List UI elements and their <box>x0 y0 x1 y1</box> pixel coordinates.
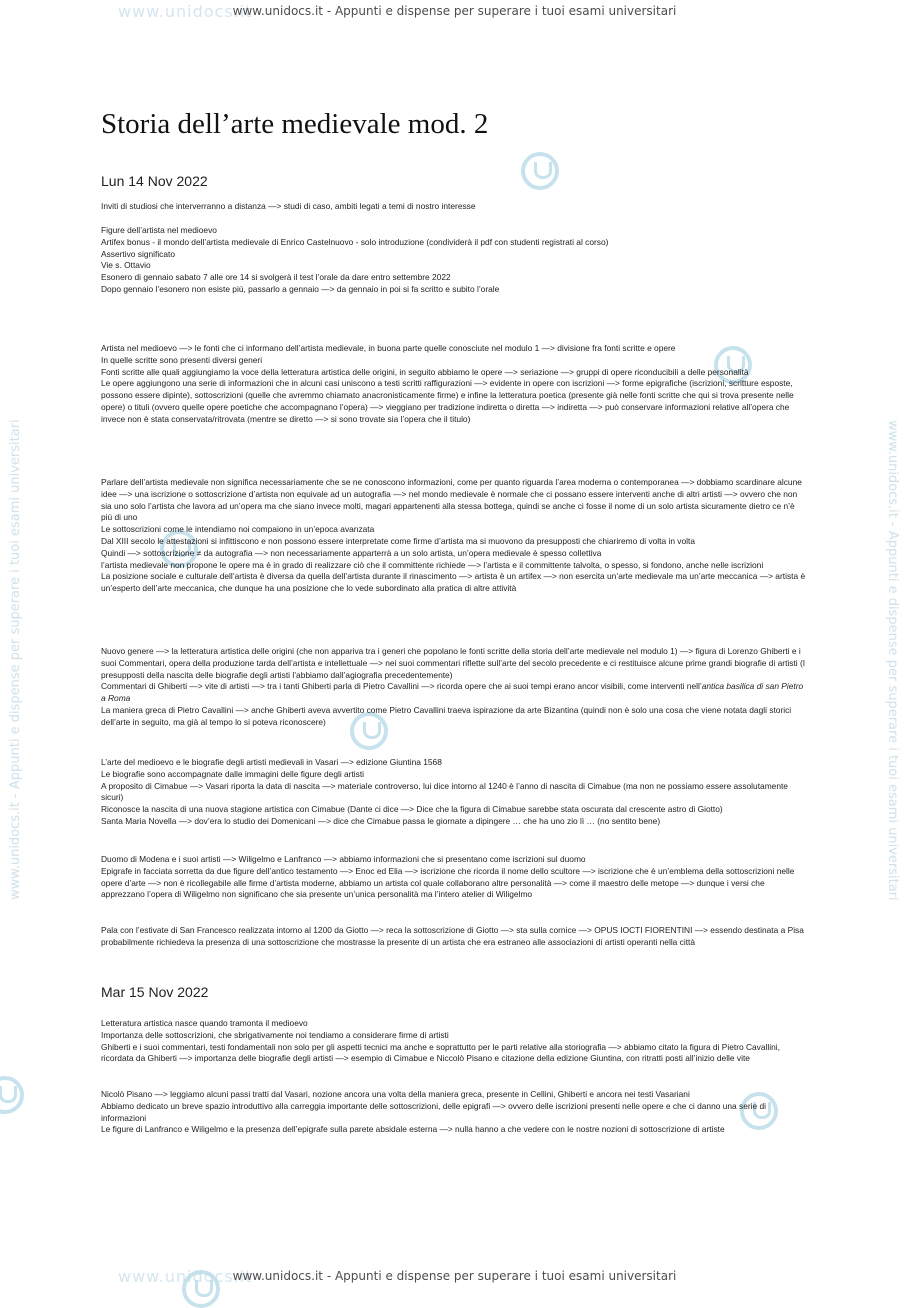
text-line: La posizione sociale e culturale dell’artista è diversa da quella dell’artista durante il rinascimento —> artista è un artifex —> non esercita un’arte medievale ma un’arte meccanica —> artista è un’esperto dell’arte meccanica, che dunque ha una posizione che lo vede subordinato alla pratica di altre attività <box>101 571 806 594</box>
watermark-side-left: www.unidocs.it - Appunti e dispense per superare i tuoi esami universitari <box>8 419 23 900</box>
text-line: Assertivo significato <box>101 248 176 259</box>
text-line: l’artista medievale non propone le opere ma è in grado di realizzare ciò che il committente richiede —> l’artista e il committente talvolta, o spesso, si fondono, anche nelle iscrizioni <box>101 559 764 570</box>
text-line: Le figure di Lanfranco e Wiligelmo e la presenza dell’epigrafe sulla parete absidale esterna —> nulla hanno a che vedere con le nostre nozioni di sottoscrizione di artiste <box>101 1124 725 1135</box>
paragraph <box>101 757 806 828</box>
paragraph <box>101 646 806 729</box>
text-line: Esonero di gennaio sabato 7 alle ore 14 si svolgerà il test l’orale da dare entro settembre 2022 <box>101 272 451 283</box>
watermark-faint-top: www.unidocs.it <box>118 2 253 21</box>
text-line: Vie s. Ottavio <box>101 260 151 271</box>
text-line: Figure dell’artista nel medioevo <box>101 225 217 235</box>
text-line: Le biografie sono accompagnate dalle immagini delle figure degli artisti <box>101 768 365 779</box>
text-line: Dopo gennaio l’esonero non esiste più, passarlo a gennaio —> da gennaio in poi si fa scritto e subito l’orale <box>101 283 500 294</box>
text-line: A proposito di Cimabue —> Vasari riporta la data di nascita —> materiale controverso, lui dice intorno al 1240 è l’anno di nascita di Cimabue (ma non ne possiamo essere assolutamente sicuri) <box>101 780 788 803</box>
text-line: Dal XIII secolo le attestazioni si infittiscono e non possono essere interpretate come firme d’artista ma si muovono da presupposti che chiariremo di volta in volta <box>101 535 695 546</box>
text-line: Riconosce la nascita di una nuova stagione artistica con Cimabue (Dante ci dice —> Dice che la figura di Cimabue sarebbe stata oscurata dal crescente astro di Giotto) <box>101 804 723 815</box>
text-line: Le opere aggiungono una serie di informazioni che in alcuni casi uniscono a testi scritti raffigurazioni —> evidente in opere con iscrizioni —> forme epigrafiche (iscrizioni, scritture esposte, possono essere dipinte), sottoscrizioni (quelle che avremmo chiamato anacronisticamente firme) e infine la letteratura poetica (presente già nelle fonti scritte che qui si trova presente nelle opere) o tituli (ovvero quelle opere poetiche che accompagnano l’opera) —> vieggiano per tradizione indiretta o diretta —> indiretta —> può conservare informazioni relative all’opera che invece non è stata conservata/ritrovata (mentre se diretto —> si sono trovate sia l’opera che il titulo) <box>101 378 794 424</box>
unidocs-logo-icon <box>521 152 559 190</box>
paragraph <box>101 854 806 901</box>
paragraph <box>101 1018 806 1065</box>
text-line: Artifex bonus - il mondo dell’artista medievale di Enrico Castelnuovo - solo introduzione (condividerà il pdf con studenti registrati al corso) <box>101 236 609 247</box>
watermark-faint-bottom: www.unidocs.it <box>118 1267 253 1286</box>
unidocs-logo-icon <box>0 1076 24 1114</box>
text-line: Quindi —> sottoscrizione ≠ da autografia —> non necessariamente apparterrà a un solo artista, un’opera medievale è spesso collettiva <box>101 547 602 558</box>
text-line: L’arte del medioevo e le biografie degli artisti medievali in Vasari —> edizione Giuntina 1568 <box>101 757 442 767</box>
page-title: Storia dell’arte medievale mod. 2 <box>101 108 489 140</box>
text-line: Artista nel medioevo —> le fonti che ci informano dell’artista medievale, in buona parte quelle conosciute nel modulo 1 —> divisione fra fonti scritte e opere <box>101 343 676 353</box>
watermark-top: www.unidocs.it - Appunti e dispense per superare i tuoi esami universitari <box>232 4 677 18</box>
watermark-bottom: www.unidocs.it - Appunti e dispense per superare i tuoi esami universitari <box>232 1269 677 1283</box>
text-line: Santa Maria Novella —> dov’era lo studio dei Domenicani —> dice che Cimabue passa le giornate a dipingere … che ha uno zio lì … (no sentito bene) <box>101 815 661 826</box>
text-line: Pala con l’estivate di San Francesco realizzata intorno al 1200 da Giotto —> reca la sottoscrizione di Giotto —> sta sulla cornice —> OPUS IOCTI FIORENTINI —> essendo destinata a Pisa probabilmente richiedeva la presenza di una sottoscrizione che mostrasse la presente di un artista che era estraneo alle associazioni di artisti operanti nella città <box>101 925 804 947</box>
text-span: Commentari di Ghiberti —> vite di artisti —> tra i tanti Ghiberti parla di Pietro Cavallini —> ricorda opere che ai suoi tempi erano ancor visibili, come interventi nell’ <box>101 681 702 692</box>
text-line: Le sottoscrizioni come le intendiamo noi compaiono in un’epoca avanzata <box>101 524 375 535</box>
paragraph <box>101 343 806 426</box>
date-heading: Lun 14 Nov 2022 <box>101 173 208 189</box>
unidocs-logo-icon <box>182 1270 220 1308</box>
date-heading: Mar 15 Nov 2022 <box>101 984 209 1000</box>
text-line: In quelle scritte sono presenti diversi generi <box>101 354 263 365</box>
text-line: Letteratura artistica nasce quando tramonta il medioevo <box>101 1018 308 1028</box>
text-line: Fonti scritte alle quali aggiungiamo la voce della letteratura artistica delle origini, in seguito abbiamo le opere —> seriazione —> gruppi di opere riconducibili a delle personalità <box>101 366 749 377</box>
watermark-side-right: www.unidocs.it - Appunti e dispense per superare i tuoi esami universitari <box>885 420 900 901</box>
paragraph <box>101 925 806 949</box>
text-line: Epigrafe in facciata sorretta da due figure dell’antico testamento —> Enoc ed Elia —> iscrizione che ricorda il nome dello scultore —> iscrizione che è un’emblema della sottoscrizioni nelle opere d’arte —> non è ricollegabile alle firme d’artista moderne, abbiamo un artista col quale collaborano altre personalità —> come il maestro delle metope —> dunque i versi che apprezzano l’opera di Wiligelmo non significano che sia presente un’unica personalità ma l’intero atelier di Wiligelmo <box>101 865 795 900</box>
text-line: Abbiamo dedicato un breve spazio introduttivo alla carreggia importante delle sottoscrizioni, delle epigrafi —> ovvero delle iscrizioni presenti nelle opere e che ci danno una serie di informazioni <box>101 1100 767 1123</box>
text-line: Importanza delle sottoscrizioni, che sbrigativamente noi tendiamo a considerare firme di artisti <box>101 1029 449 1040</box>
italic-text: antica basilica di san Pietro a Roma <box>101 681 804 704</box>
paragraph <box>101 225 806 296</box>
text-line: Inviti di studiosi che interverranno a distanza —> studi di caso, ambiti legati a temi di nostro interesse <box>101 201 476 211</box>
text-line <box>101 681 806 705</box>
text-line: Parlare dell’artista medievale non significa necessariamente che se ne conoscono informazioni, come per quanto riguarda l’area moderna o contemporanea —> dobbiamo scardinare alcune idee —> una iscrizione o sottoscrizione d’artista non equivale ad un autografia —> nel mondo medievale è normale che ci possano essere interventi anche di altri artisti —> ovvero che non sia uno solo l’artista che lavora ad un’opera ma che siano invece molti, magari appartenenti alla stessa bottega, quindi se anche ci fosse il nome di un solo artista sicuramente dietro ce n’è più di uno <box>101 477 802 523</box>
text-line: Nicolò Pisano —> leggiamo alcuni passi tratti dal Vasari, nozione ancora una volta della maniera greca, presente in Cellini, Ghiberti e ancora nei testi Vasariani <box>101 1089 690 1099</box>
paragraph <box>101 1089 806 1136</box>
paragraph <box>101 477 806 595</box>
text-line: Ghiberti e i suoi commentari, testi fondamentali non solo per gli aspetti tecnici ma anche e soprattutto per le parti relative alla storiografia —> abbiamo citato la figura di Pietro Cavallini, ricordata da Ghiberti —> importanza delle biografie degli artisti —> esempio di Cimabue e Niccolò Pisano e citazione della edizione Giuntina, con ritratti posti all’inizio delle vite <box>101 1041 780 1064</box>
paragraph <box>101 201 806 213</box>
text-line: Duomo di Modena e i suoi artisti —> Wiligelmo e Lanfranco —> abbiamo informazioni che si presentano come iscrizioni sul duomo <box>101 854 586 864</box>
text-line: La maniera greca di Pietro Cavallini —> anche Ghiberti aveva avvertito come Pietro Cavallini traeva ispirazione da arte Bizantina (quindi non è solo una cosa che viene notata dagli storici dell’arte in seguito, ma già al tempo lo si poteva riconoscere) <box>101 704 792 727</box>
text-line: Nuovo genere —> la letteratura artistica delle origini (che non appariva tra i generi che popolano le fonti scritte della storia dell’arte medievale nel modulo 1) —> figura di Lorenzo Ghiberti e i suoi Commentari, opera della produzione tarda dell’artista e intellettuale —> nei suoi commentari riflette sull’arte del secolo precedente e ci restituisce alcune prime grandi biografie di artisti (I presupposti della nascita delle biografie degli artisti l’abbiamo dall’agiografia precedentemente) <box>101 646 806 680</box>
